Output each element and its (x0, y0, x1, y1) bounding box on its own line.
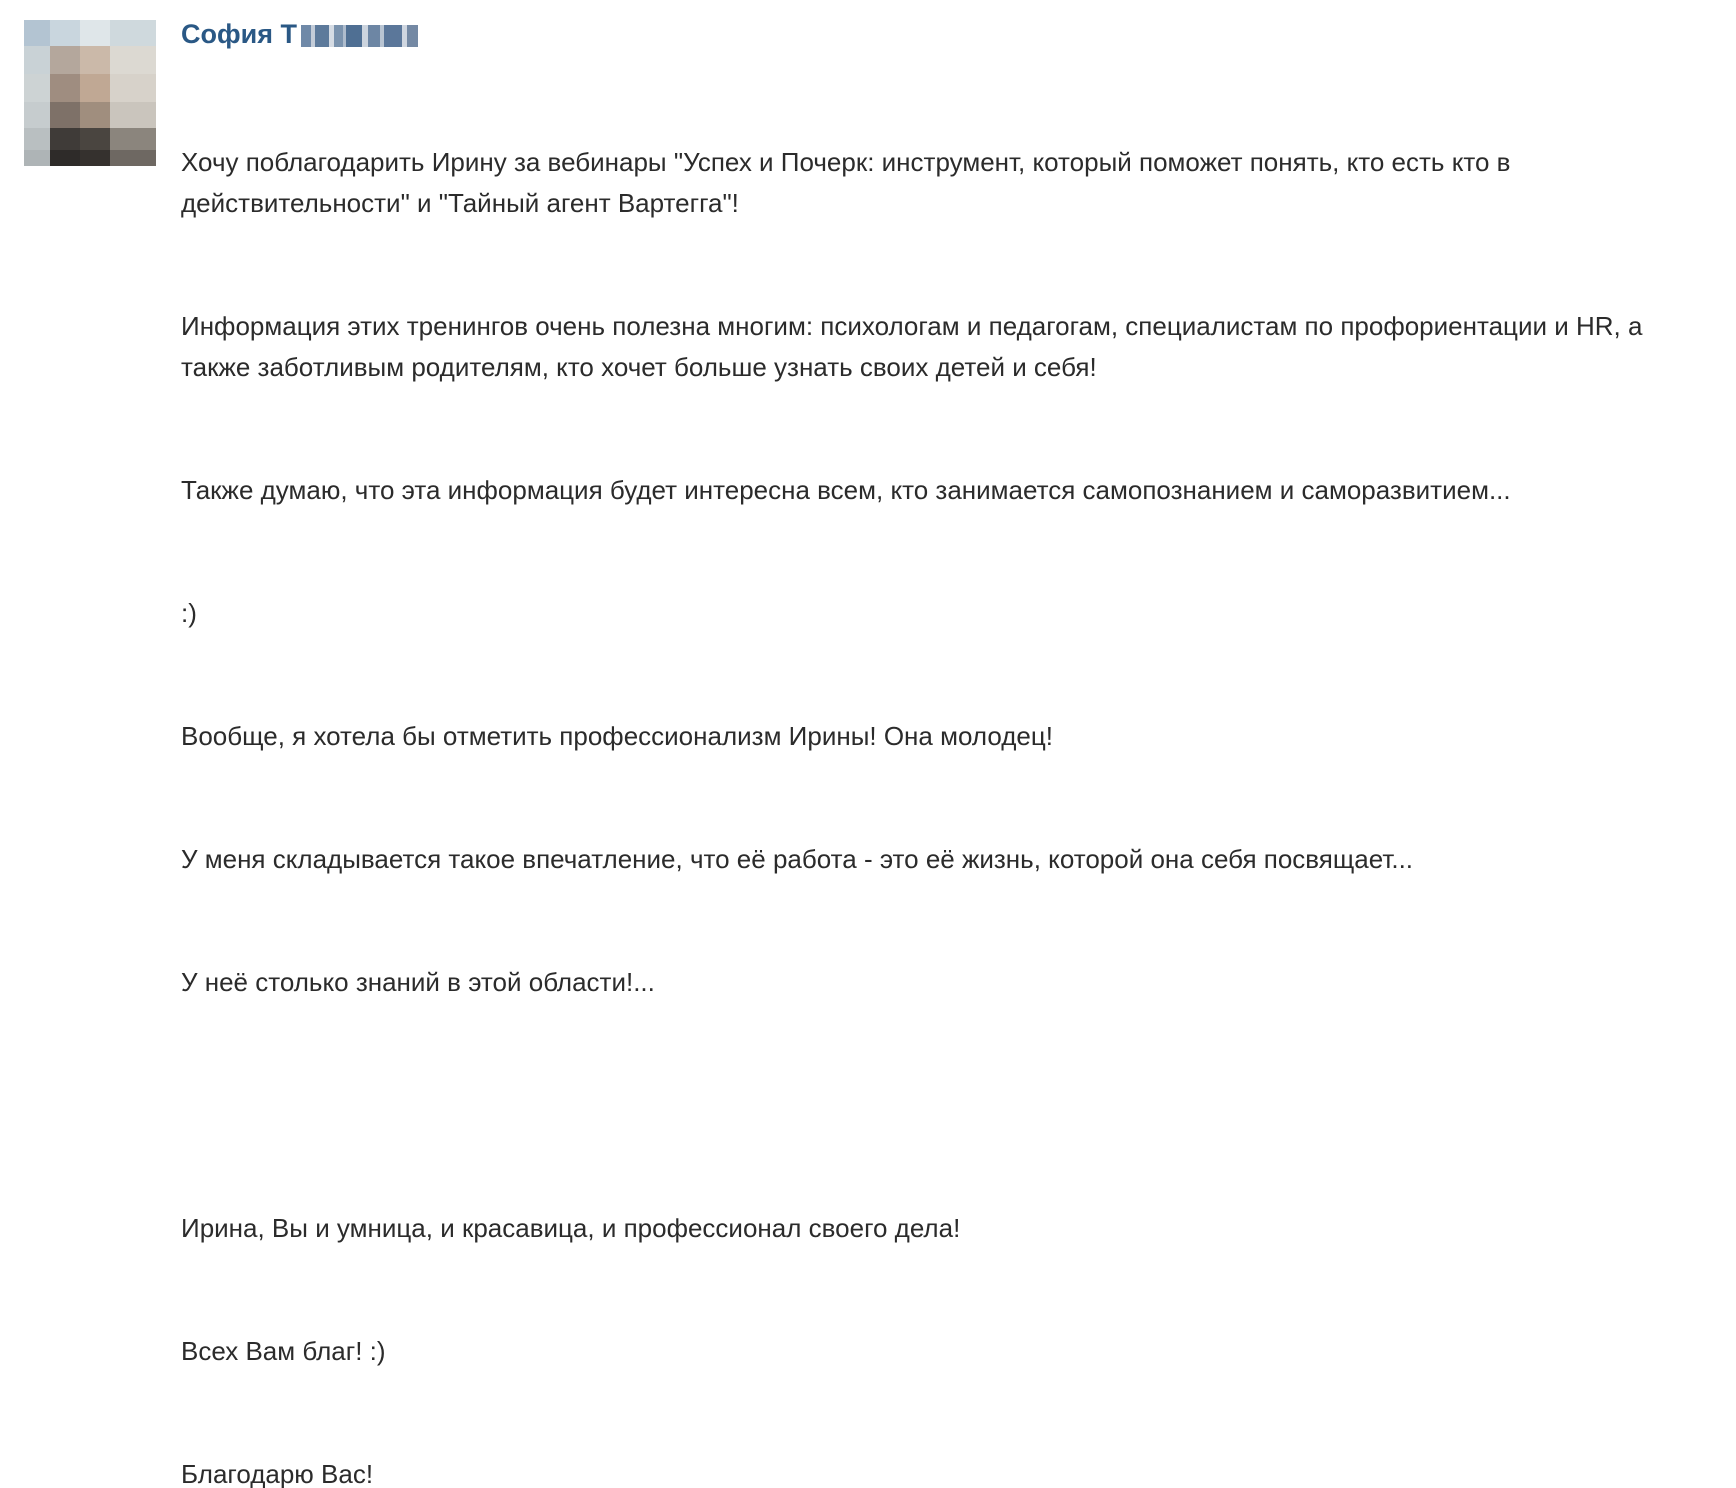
review-paragraph: Благодарю Вас! (181, 1459, 374, 1488)
avatar[interactable] (24, 20, 156, 166)
review-paragraph: Всех Вам благ! :) (181, 1336, 386, 1367)
review-paragraph: У меня складывается такое впечатление, что её работа - это её жизнь, которой она себя посвящает... (181, 844, 1414, 875)
author-name-link[interactable]: София Т (181, 19, 297, 49)
author-name-row (181, 18, 1716, 50)
review-paragraph: У неё столько знаний в этой области!... (181, 967, 655, 998)
review-paragraph: Вообще, я хотела бы отметить профессионализм Ирины! Она молодец! (181, 721, 1053, 752)
review-paragraph: Также думаю, что эта информация будет интересна всем, кто занимается самопознанием и саморазвитием... (181, 475, 1511, 506)
review-body (156, 18, 1716, 1488)
redacted-surname (301, 25, 418, 47)
review-paragraph: :) (181, 598, 197, 629)
avatar-container (24, 18, 156, 166)
review-paragraph: Хочу поблагодарить Ирину за вебинары "Успех и Почерк: инструмент, который поможет понять, кто есть кто в действительности" и "Тайный агент Вартегга"! (181, 147, 1518, 219)
review-paragraph-blank (181, 1085, 1716, 1126)
review-text (181, 60, 1716, 1488)
review-paragraph: Информация этих тренингов очень полезна многим: психологам и педагогам, специалистам по профориентации и HR, а также заботливым родителям, кто хочет больше узнать своих детей и себя! (181, 311, 1650, 383)
review-paragraph: Ирина, Вы и умница, и красавица, и профессионал своего дела! (181, 1213, 961, 1244)
